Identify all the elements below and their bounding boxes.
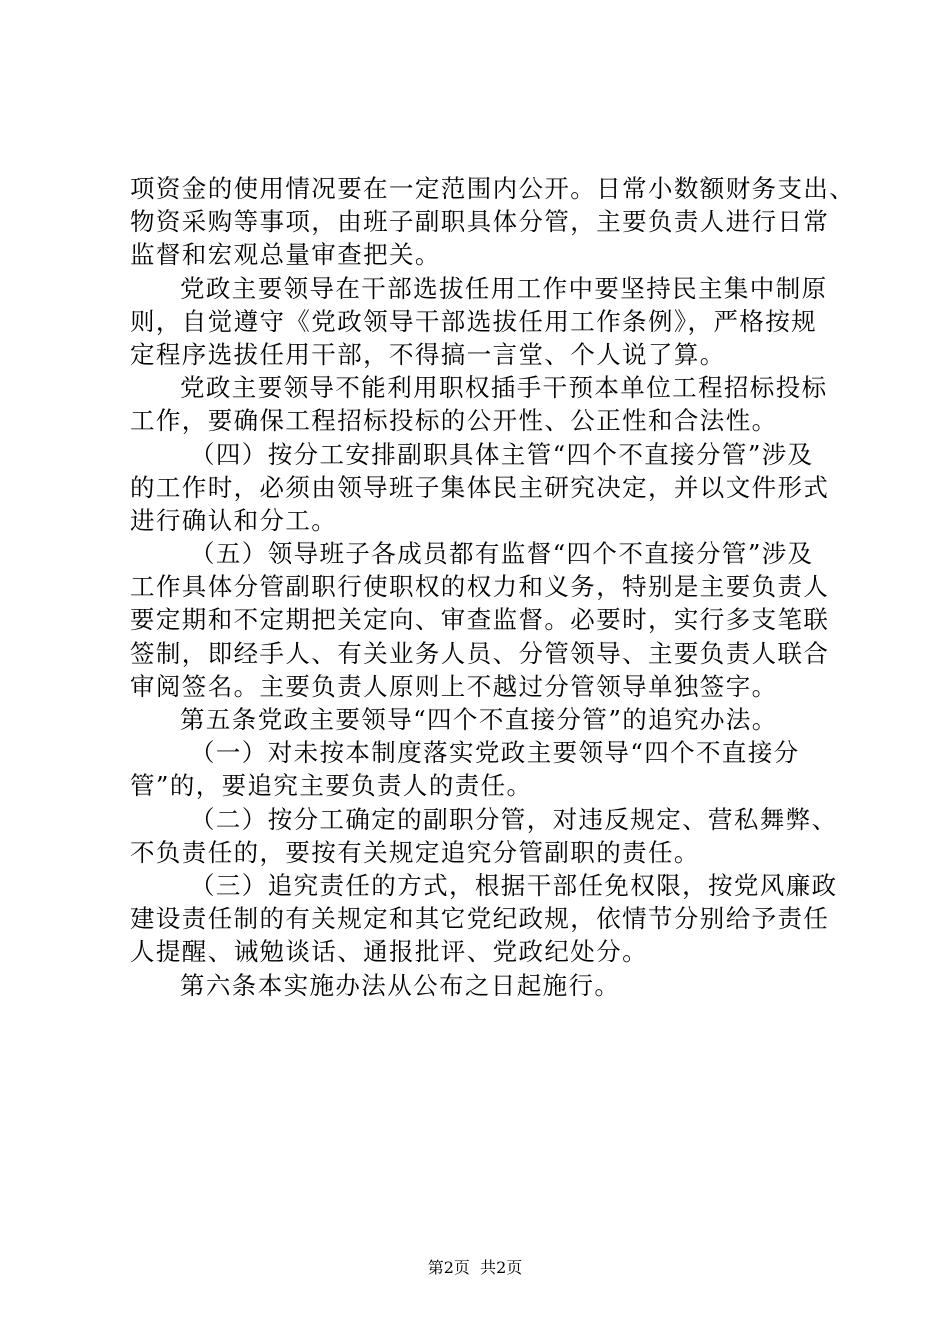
text-line: （四）按分工安排副职具体主管“四个不直接分管”涉及	[190, 439, 814, 469]
page-number: 第2页 共2页	[427, 1258, 523, 1277]
text-line: 人提醒、诫勉谈话、通报批评、党政纪处分。	[130, 937, 648, 967]
text-line: （五）领导班子各成员都有监督“四个不直接分管”涉及	[190, 539, 814, 569]
document-body	[130, 172, 856, 1002]
text-line: 管”的，要追究主要负责人的责任。	[130, 771, 533, 801]
text-line: 进行确认和分工。	[130, 505, 338, 535]
text-line: 建设责任制的有关规定和其它党纪政规，依情节分别给予责任	[130, 904, 830, 934]
text-line: 要定期和不定期把关定向、审查监督。必要时，实行多支笔联	[130, 605, 830, 635]
text-line: 签制，即经手人、有关业务人员、分管领导、主要负责人联合	[130, 638, 830, 668]
text-line: 定程序选拔任用干部，不得搞一言堂、个人说了算。	[130, 339, 726, 369]
text-line: 工作，要确保工程招标投标的公开性、公正性和合法性。	[130, 406, 778, 436]
text-line: 第五条党政主要领导“四个不直接分管”的追究办法。	[180, 705, 778, 734]
text-line: 第六条本实施办法从公布之日起施行。	[180, 970, 621, 1000]
text-line: 监督和宏观总量审查把关。	[130, 240, 441, 270]
text-line: 项资金的使用情况要在一定范围内公开。日常小数额财务支出、	[130, 174, 856, 203]
text-line: 则，自觉遵守《党政领导干部选拔任用工作条例》，严格按规	[130, 306, 818, 336]
text-line: 党政主要领导在干部选拔任用工作中要坚持民主集中制原	[180, 273, 828, 303]
text-line: （一）对未按本制度落实党政主要领导“四个不直接分	[190, 738, 800, 768]
text-line: 的工作时，必须由领导班子集体民主研究决定，并以文件形式	[130, 472, 830, 502]
text-line: 不负责任的，要按有关规定追究分管副职的责任。	[130, 837, 700, 867]
text-line: 物资采购等事项，由班子副职具体分管，主要负责人进行日常	[130, 207, 830, 237]
text-line: 审阅签名。主要负责人原则上不越过分管领导单独签字。	[130, 671, 778, 701]
text-line: 工作具体分管副职行使职权的权力和义务，特别是主要负责人	[130, 572, 830, 602]
text-line: （三）追究责任的方式，根据干部任免权限，按党风廉政	[190, 870, 838, 900]
page-footer	[0, 1258, 950, 1278]
text-line: （二）按分工确定的副职分管，对违反规定、营私舞弊、	[190, 804, 838, 834]
text-line: 党政主要领导不能利用职权插手干预本单位工程招标投标	[180, 373, 828, 403]
